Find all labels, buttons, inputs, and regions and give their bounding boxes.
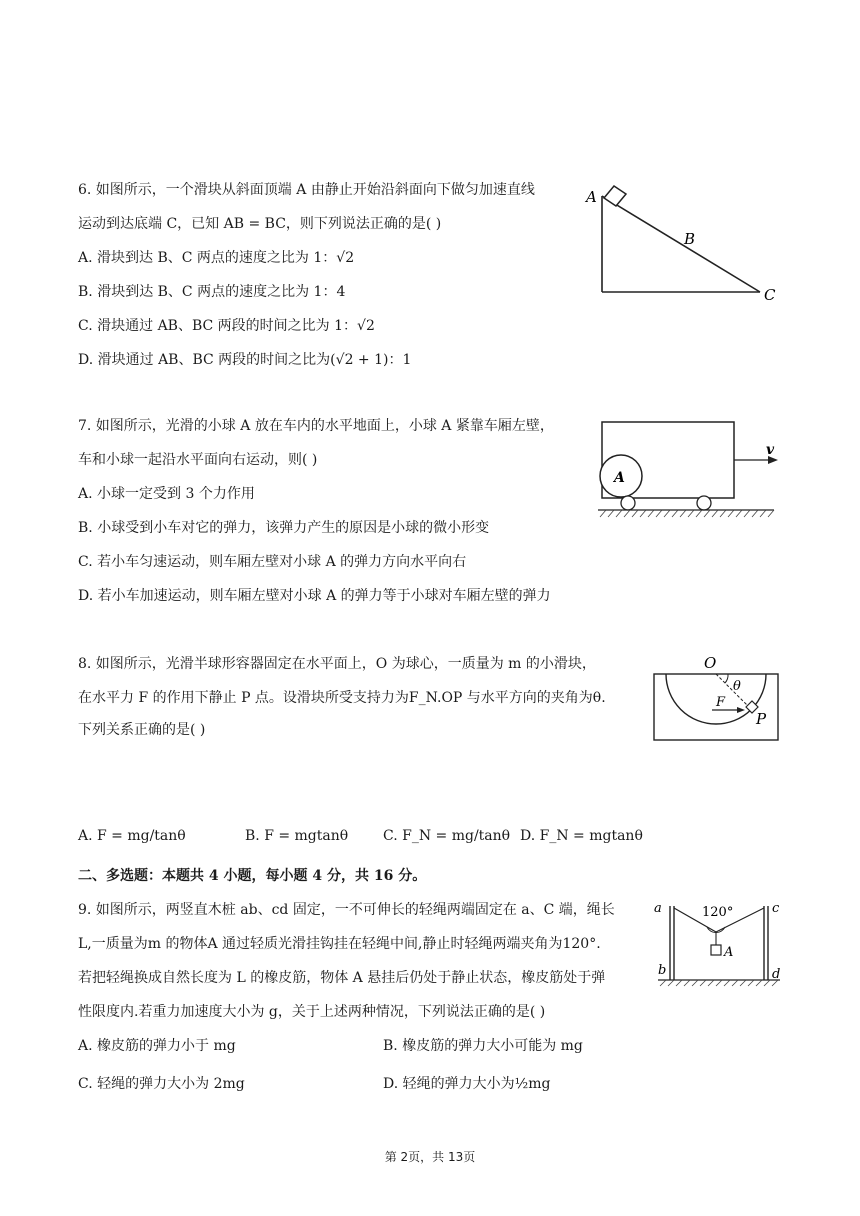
q6-option-a: A. 滑块到达 B、C 两点的速度之比为 1：√2 bbox=[78, 250, 355, 266]
q9-label-b: b bbox=[658, 963, 667, 978]
q8-label-theta: θ bbox=[733, 679, 741, 694]
q9-stem-line-4: 性限度内.若重力加速度大小为 g，关于上述两种情况，下列说法正确的是( ) bbox=[78, 1004, 546, 1020]
q9-label-a: a bbox=[654, 901, 662, 916]
page-footer: 第 2页，共 13页 bbox=[384, 1150, 476, 1164]
q6-label-c: C bbox=[764, 286, 776, 304]
q8-option-b: B. F = mgtanθ bbox=[245, 828, 349, 844]
q9-stem-line-1: 9. 如图所示，两竖直木桩 ab、cd 固定，一不可伸长的轻绳两端固定在 a、C 端，绳长 bbox=[78, 902, 615, 918]
q8-hemisphere-figure bbox=[652, 652, 782, 742]
q6-incline-figure bbox=[580, 178, 780, 308]
section-2-heading: 二、多选题：本题共 4 小题，每小题 4 分，共 16 分。 bbox=[78, 868, 427, 884]
q9-label-c: c bbox=[772, 901, 780, 916]
q8-label-o: O bbox=[704, 654, 717, 672]
q6-option-b: B. 滑块到达 B、C 两点的速度之比为 1：4 bbox=[78, 284, 346, 300]
q6-stem-line-2: 运动到达底端 C，已知 AB = BC，则下列说法正确的是( ) bbox=[78, 216, 442, 232]
q8-stem-line-3: 下列关系正确的是( ) bbox=[78, 722, 206, 738]
q7-label-velocity: v bbox=[766, 442, 775, 458]
q8-option-a: A. F = mg/tanθ bbox=[78, 828, 186, 844]
q7-label-ball: A bbox=[614, 470, 625, 486]
q6-label-b: B bbox=[684, 230, 696, 248]
q9-rope-figure bbox=[652, 898, 782, 988]
q9-label-obj: A bbox=[724, 945, 734, 960]
q8-option-c: C. F_N = mg/tanθ bbox=[383, 828, 511, 844]
q8-label-p: P bbox=[756, 710, 767, 728]
q8-option-d: D. F_N = mgtanθ bbox=[520, 828, 643, 844]
q7-option-c: C. 若小车匀速运动，则车厢左壁对小球 A 的弹力方向水平向右 bbox=[78, 554, 467, 570]
q7-cart-figure bbox=[596, 418, 786, 518]
q9-option-b: B. 橡皮筋的弹力大小可能为 mg bbox=[383, 1038, 583, 1054]
q9-stem-line-2: L,一质量为m 的物体A 通过轻质光滑挂钩挂在轻绳中间,静止时轻绳两端夹角为120°. bbox=[78, 936, 601, 952]
q9-stem-line-3: 若把轻绳换成自然长度为 L 的橡皮筋，物体 A 悬挂后仍处于静止状态，橡皮筋处于弹 bbox=[78, 970, 606, 986]
q9-option-d: D. 轻绳的弹力大小为½mg bbox=[383, 1076, 551, 1092]
q7-option-d: D. 若小车加速运动，则车厢左壁对小球 A 的弹力等于小球对车厢左壁的弹力 bbox=[78, 588, 551, 604]
q9-option-c: C. 轻绳的弹力大小为 2mg bbox=[78, 1076, 245, 1092]
q7-stem-line-2: 车和小球一起沿水平面向右运动，则( ) bbox=[78, 452, 318, 468]
q7-stem-line-1: 7. 如图所示，光滑的小球 A 放在车内的水平地面上，小球 A 紧靠车厢左壁， bbox=[78, 418, 554, 434]
q6-label-a: A bbox=[586, 188, 597, 206]
q6-option-c: C. 滑块通过 AB、BC 两段的时间之比为 1：√2 bbox=[78, 318, 375, 334]
q7-option-a: A. 小球一定受到 3 个力作用 bbox=[78, 486, 255, 502]
q8-label-f: F bbox=[716, 695, 726, 710]
q7-option-b: B. 小球受到小车对它的弹力，该弹力产生的原因是小球的微小形变 bbox=[78, 520, 490, 536]
q9-label-angle: 120° bbox=[702, 905, 734, 920]
q8-stem-line-2: 在水平力 F 的作用下静止 P 点。设滑块所受支持力为F_N.OP 与水平方向的夹角为θ. bbox=[78, 690, 606, 706]
q8-stem-line-1: 8. 如图所示，光滑半球形容器固定在水平面上，O 为球心，一质量为 m 的小滑块， bbox=[78, 656, 596, 672]
q9-option-a: A. 橡皮筋的弹力小于 mg bbox=[78, 1038, 236, 1054]
q9-label-d: d bbox=[772, 967, 781, 982]
q6-option-d: D. 滑块通过 AB、BC 两段的时间之比为(√2 + 1)：1 bbox=[78, 352, 412, 368]
q6-stem-line-1: 6. 如图所示，一个滑块从斜面顶端 A 由静止开始沿斜面向下做匀加速直线 bbox=[78, 182, 535, 198]
